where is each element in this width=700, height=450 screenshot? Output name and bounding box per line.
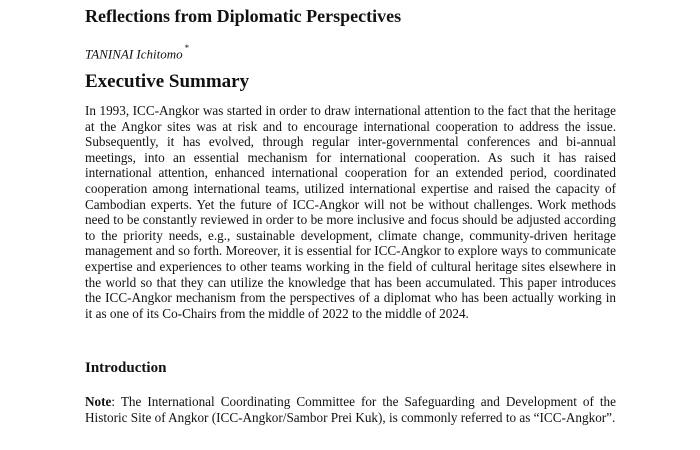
introduction-note bbox=[85, 394, 616, 425]
paper-title: Reflections from Diplomatic Perspectives bbox=[85, 6, 402, 26]
introduction-heading: Introduction bbox=[85, 360, 167, 376]
note-label: Note bbox=[85, 394, 112, 409]
author-footnote-mark[interactable]: * bbox=[184, 43, 190, 53]
executive-summary-text: In 1993, ICC-Angkor was started in order to draw international attention to the fact that the heritage at the Angkor sites was at risk and to encourage international cooperation to address the issue. Subsequently, it has evolved, through regular inter-governmental conferences and bi-annual meetings, into an essential mechanism for international cooperation. As such it has raised international attention, enhanced international cooperation for an extended period, coordinated cooperation among international teams, utilized international expertise and raised the capacity of Cambodian experts. Yet the future of ICC-Angkor will not be without challenges. Work methods need to be constantly reviewed in order to be more inclusive and focus should be adjusted according to the priority needs, e.g., sustainable development, climate change, community-driven heritage management and so forth. Moreover, it is essential for ICC-Angkor to explore ways to communicate expertise and experiences to other teams working in the field of cultural heritage sites elsewhere in the world so that they can utilize the knowledge that has been accumulated. This paper introduces the ICC-Angkor mechanism from the perspectives of a diplomat who has been actually working in it as one of its Co-Chairs from the middle of 2022 to the middle of 2024. bbox=[85, 103, 616, 321]
note-text: : The International Coordinating Committee for the Safeguarding and Development of the Historic Site of Angkor (ICC-Angkor/Sambor Prei Kuk), is commonly referred to as “ICC-Angkor”. bbox=[85, 394, 616, 425]
executive-summary-heading: Executive Summary bbox=[85, 71, 250, 92]
author-name: TANINAI Ichitomo bbox=[85, 46, 183, 62]
author-line bbox=[85, 45, 189, 62]
